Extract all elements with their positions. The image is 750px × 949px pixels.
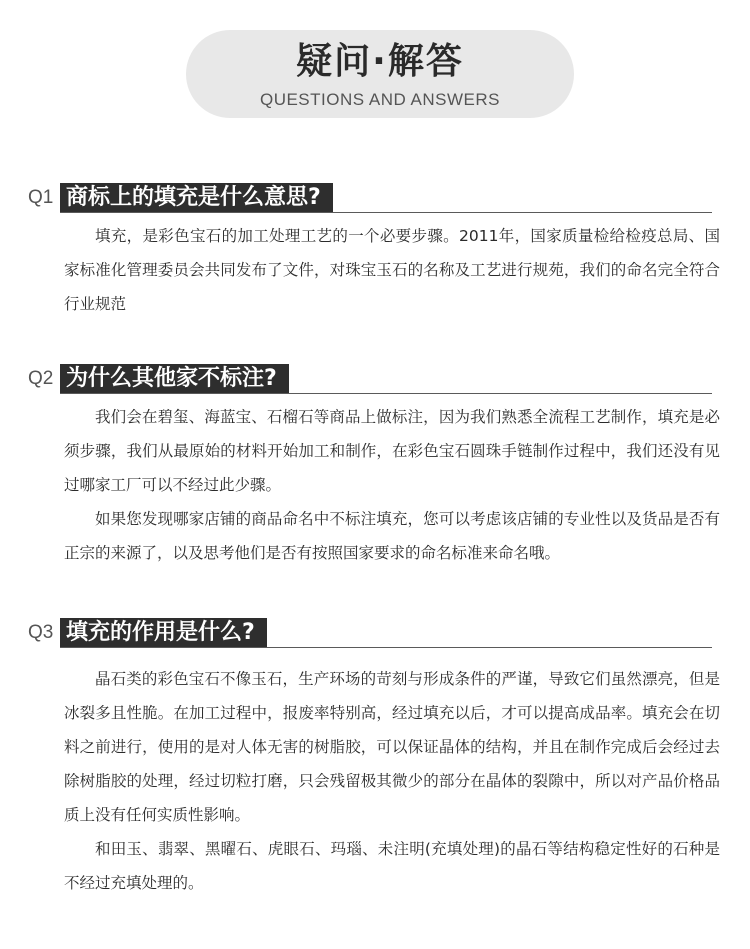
question-title: 商标上的填充是什么意思? xyxy=(60,183,333,213)
question-number: Q1 xyxy=(28,187,54,208)
question-number: Q3 xyxy=(28,622,54,643)
answer-paragraph: 如果您发现哪家店铺的商品命名中不标注填充，您可以考虑该店铺的专业性以及货品是否有正宗的来源了，以及思考他们是否有按照国家要求的命名标准来命名哦。 xyxy=(64,510,720,562)
answer-body xyxy=(64,219,720,321)
page-title: 疑问·解答 xyxy=(296,41,464,82)
question-header xyxy=(28,618,712,648)
header-pill xyxy=(186,30,574,118)
answer-paragraph: 填充，是彩色宝石的加工处理工艺的一个必要步骤。2011年，国家质量检给检疫总局、国家标准化管理委员会共同发布了文件，对珠宝玉石的名称及工艺进行规苑，我们的命名完全符合行业规范 xyxy=(64,227,720,313)
answer-body xyxy=(64,400,720,570)
question-divider xyxy=(60,647,712,648)
question-number: Q2 xyxy=(28,368,54,389)
question-header xyxy=(28,364,712,394)
question-title: 为什么其他家不标注? xyxy=(60,364,289,394)
question-divider xyxy=(60,212,712,213)
page-subtitle: QUESTIONS AND ANSWERS xyxy=(259,90,501,109)
answer-paragraph: 我们会在碧玺、海蓝宝、石榴石等商品上做标注，因为我们熟悉全流程工艺制作，填充是必须步骤，我们从最原始的材料开始加工和制作，在彩色宝石圆珠手链制作过程中，我们还没有见过哪家工厂可以不经过此少骤。 xyxy=(64,408,720,494)
answer-paragraph: 和田玉、翡翠、黑曜石、虎眼石、玛瑙、未注明(充填处理)的晶石等结构稳定性好的石种是不经过充填处理的。 xyxy=(64,840,720,892)
question-header xyxy=(28,183,712,213)
question-title: 填充的作用是什么? xyxy=(60,618,267,648)
question-divider xyxy=(60,393,712,394)
answer-paragraph: 晶石类的彩色宝石不像玉石，生产环场的苛刻与形成条件的严谨，导致它们虽然漂亮，但是冰裂多且性脆。在加工过程中，报废率特别高，经过填充以后，才可以提高成品率。填充会在切料之前进行，使用的是对人体无害的树脂胶，可以保证晶体的结构，并且在制作完成后会经过去除树脂胶的处理，经过切粒打磨，只会残留极其微少的部分在晶体的裂隙中，所以对产品价格品质上没有任何实质性影响。 xyxy=(64,670,720,824)
answer-body xyxy=(64,662,720,900)
